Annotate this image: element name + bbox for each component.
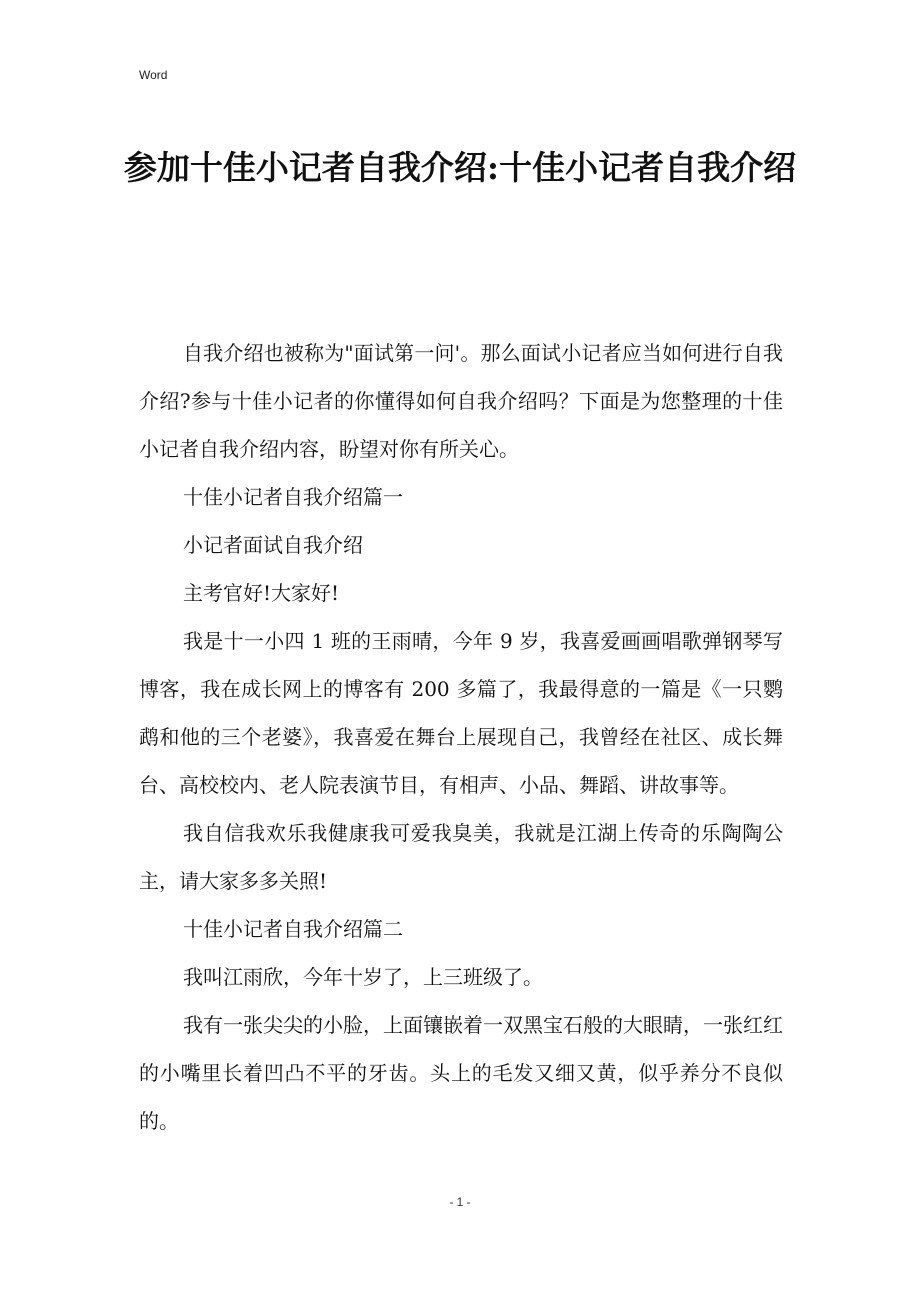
document-title: 参加十佳小记者自我介绍:十佳小记者自我介绍 bbox=[123, 148, 797, 187]
paragraph-description: 我有一张尖尖的小脸，上面镶嵌着一双黑宝石般的大眼睛，一张红红的小嘴里长着凹凸不平的牙齿。头上的毛发又细又黄，似乎养分不良似的。 bbox=[139, 1013, 783, 1133]
header-label: Word bbox=[139, 68, 168, 82]
section-heading-2: 十佳小记者自我介绍篇二 bbox=[183, 917, 403, 941]
document-body bbox=[139, 329, 783, 1145]
section-heading-1: 十佳小记者自我介绍篇一 bbox=[183, 485, 403, 509]
paragraph-closing: 我自信我欢乐我健康我可爱我臭美，我就是江湖上传奇的乐陶陶公主，请大家多多关照! bbox=[139, 821, 783, 893]
paragraph-intro: 自我介绍也被称为"面试第一问'。那么面试小记者应当如何进行自我介绍?参与十佳小记者的你懂得如何自我介绍吗？下面是为您整理的十佳小记者自我介绍内容，盼望对你有所关心。 bbox=[139, 341, 783, 461]
page-number: - 1 - bbox=[449, 1195, 471, 1209]
paragraph-self-intro: 我是十一小四 1 班的王雨晴，今年 9 岁，我喜爱画画唱歌弹钢琴写博客，我在成长网上的博客有 200 多篇了，我最得意的一篇是《一只鹦鹉和他的三个老婆》，我喜爱在舞台上展现自己，我曾经在社区、成长舞台、高校校内、老人院表演节目，有相声、小品、舞蹈、讲故事等。 bbox=[139, 629, 783, 797]
paragraph-name: 我叫江雨欣，今年十岁了，上三班级了。 bbox=[183, 965, 543, 989]
paragraph-subtitle: 小记者面试自我介绍 bbox=[183, 533, 363, 557]
paragraph-greeting: 主考官好!大家好! bbox=[183, 581, 340, 605]
